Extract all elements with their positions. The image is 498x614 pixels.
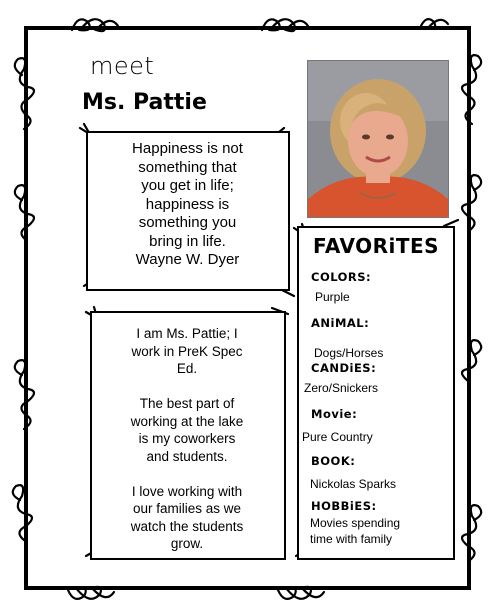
top-loop-doodle-2 (262, 19, 308, 31)
book-label: BOOK: (311, 454, 356, 468)
movie-value: Pure Country (302, 430, 373, 444)
left-loop-doodle-2 (15, 185, 34, 240)
colors-label: COLORS: (311, 270, 372, 284)
quote-line: you get in life; (141, 177, 234, 194)
bottom-loop-doodle-2 (278, 587, 324, 599)
quote-author: Wayne W. Dyer (135, 251, 240, 268)
top-loop-doodle-1 (72, 19, 118, 31)
right-loop-doodle-1 (462, 55, 481, 124)
about-paragraph-3: I love working with our families as we watch the students grow. (130, 483, 244, 551)
meet-label: meet (90, 52, 155, 80)
about-text (94, 325, 280, 570)
hobbies-label: HOBBiES: (311, 499, 377, 513)
about-paragraph-1: I am Ms. Pattie; I work in PreK Spec Ed. (131, 326, 243, 376)
teacher-name: Ms. Pattie (82, 90, 207, 115)
colors-value: Purple (315, 290, 350, 304)
quote-line: something you (138, 214, 237, 231)
animal-value: Dogs/Horses (314, 346, 384, 360)
right-loop-doodle-2 (462, 175, 481, 230)
quote-line: bring in life. (149, 232, 226, 250)
quote-line: Happiness is not (132, 140, 243, 157)
left-loop-doodle-4 (13, 485, 32, 540)
book-value: Nickolas Sparks (310, 477, 397, 491)
candies-value: Zero/Snickers (304, 381, 379, 395)
right-loop-doodle-4 (462, 505, 481, 560)
quote-text (100, 140, 275, 270)
right-loop-doodle-3 (462, 340, 481, 381)
quote-line: happiness is (145, 195, 230, 213)
hobbies-value: Movies spending time with family (310, 516, 401, 546)
bottom-loop-doodle-1 (68, 587, 114, 599)
teacher-photo (307, 60, 449, 218)
top-loop-doodle-3 (420, 19, 448, 28)
candies-label: CANDiES: (311, 361, 377, 375)
animal-label: ANiMAL: (311, 316, 370, 330)
quote-line: something that (138, 158, 237, 176)
portrait-image (308, 61, 448, 217)
favorites-title: FAVORiTES (312, 234, 440, 258)
about-paragraph-2: The best part of working at the lake is my coworkers and students. (130, 396, 244, 464)
left-loop-doodle-1 (15, 58, 34, 129)
left-loop-doodle-3 (15, 360, 34, 429)
movie-label: Movie: (311, 407, 358, 421)
